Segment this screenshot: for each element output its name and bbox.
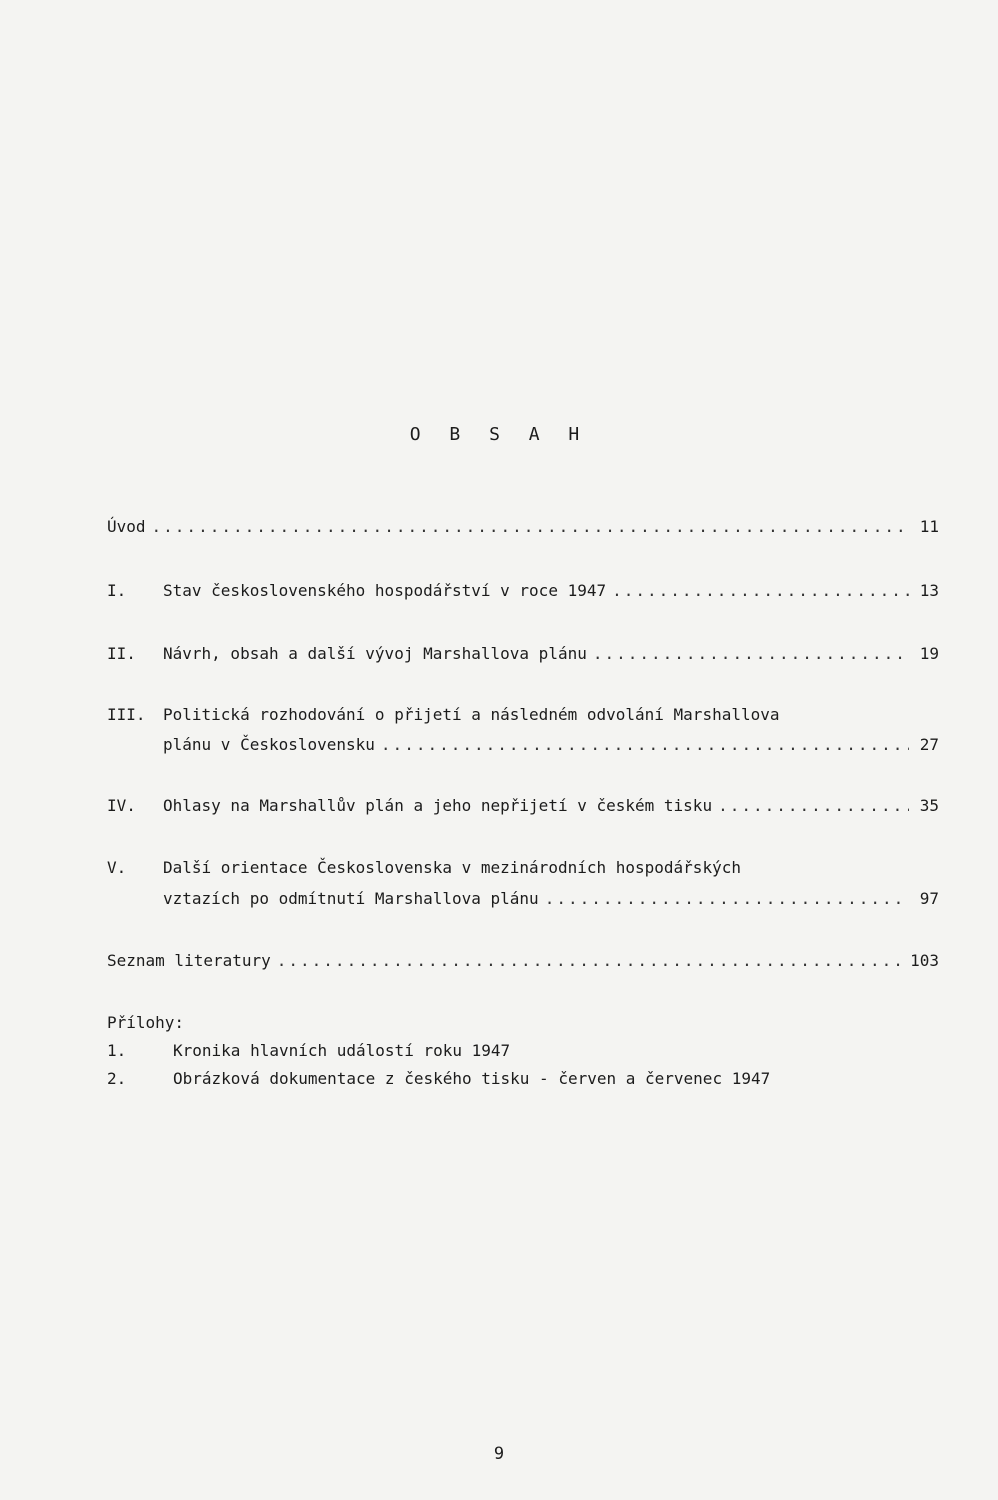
toc-entry-chapter-5 — [107, 857, 939, 879]
appendix-item — [107, 1040, 510, 1062]
toc-entry-chapter-5-continued — [107, 888, 939, 910]
appendix-title: Kronika hlavních událostí roku 1947 — [173, 1041, 511, 1060]
appendix-number: 1. — [107, 1041, 127, 1060]
toc-entry-page: 27 — [919, 735, 939, 754]
toc-entry-uvod — [107, 516, 939, 538]
toc-entry-title: Politická rozhodování o přijetí a následném odvolání Marshallova — [163, 705, 780, 724]
toc-entry-title: Návrh, obsah a další vývoj Marshallova plánu — [163, 644, 587, 663]
toc-entry-chapter-1 — [107, 580, 939, 602]
toc-entry-number: II. — [107, 644, 136, 663]
appendix-number: 2. — [107, 1069, 127, 1088]
toc-leader-dots — [593, 643, 909, 665]
toc-entry-title: Úvod — [107, 517, 146, 536]
toc-entry-page: 11 — [919, 517, 939, 536]
toc-leader-dots — [545, 888, 909, 910]
toc-entry-number: I. — [107, 581, 127, 600]
toc-entry-page: 103 — [910, 951, 939, 970]
toc-entry-number: III. — [107, 705, 146, 724]
toc-entry-page: 13 — [919, 581, 939, 600]
appendix-title: Obrázková dokumentace z českého tisku - červen a červenec 1947 — [173, 1069, 771, 1088]
toc-entry-bibliography — [107, 950, 939, 972]
toc-entry-title-continued: plánu v Československu — [163, 735, 375, 754]
toc-leader-dots — [718, 795, 909, 817]
toc-leader-dots — [277, 950, 904, 972]
toc-entry-chapter-3-continued — [107, 734, 939, 756]
toc-entry-title: Stav československého hospodářství v roce 1947 — [163, 581, 607, 600]
toc-entry-title: Seznam literatury — [107, 951, 271, 970]
toc-entry-number: V. — [107, 858, 127, 877]
toc-entry-page: 19 — [919, 644, 939, 663]
toc-entry-number: IV. — [107, 796, 136, 815]
toc-entry-title-continued: vztazích po odmítnutí Marshallova plánu — [163, 889, 539, 908]
toc-leader-dots — [152, 516, 909, 538]
page-number: 9 — [493, 1444, 505, 1464]
toc-leader-dots — [381, 734, 909, 756]
appendices-label: Přílohy: — [107, 1013, 185, 1032]
toc-entry-title: Ohlasy na Marshallův plán a jeho nepřijetí v českém tisku — [163, 796, 713, 815]
toc-entry-page: 97 — [919, 889, 939, 908]
toc-leader-dots — [612, 580, 909, 602]
toc-entry-page: 35 — [919, 796, 939, 815]
contents-heading: O B S A H — [409, 424, 589, 445]
toc-entry-title: Další orientace Československa v mezinárodních hospodářských — [163, 858, 741, 877]
appendix-item — [107, 1068, 770, 1090]
toc-entry-chapter-4 — [107, 795, 939, 817]
toc-entry-chapter-2 — [107, 643, 939, 665]
toc-entry-chapter-3 — [107, 704, 939, 726]
